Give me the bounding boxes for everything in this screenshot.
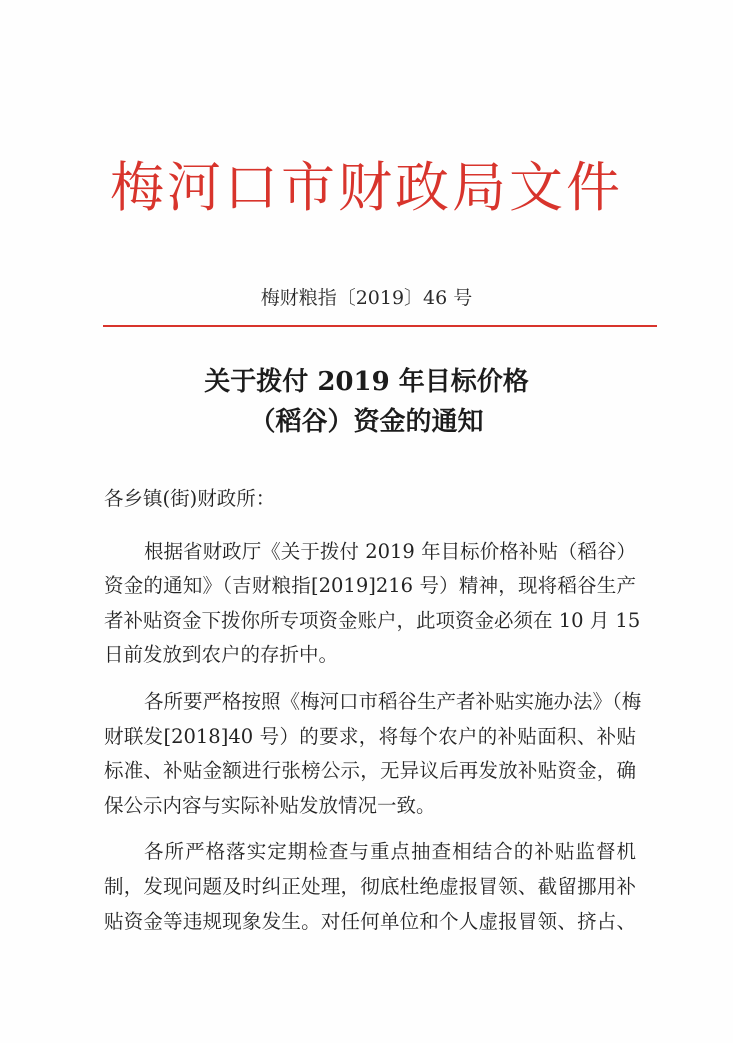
paragraph-line: 各所要严格按照《梅河口市稻谷生产者补贴实施办法》（梅 (144, 689, 642, 713)
paragraph-line: 保公示内容与实际补贴发放情况一致。 (104, 793, 436, 817)
masthead-title: 梅河口市财政局文件 (110, 156, 623, 219)
paragraph-line: 贴资金等违规现象发生。对任何单位和个人虚报冒领、挤占、 (104, 909, 636, 933)
notice-title-line-1: 关于拨付 2019 年目标价格 (204, 367, 529, 397)
paragraph-3 (104, 835, 644, 939)
paragraph-line: 各所严格落实定期检查与重点抽查相结合的补贴监督机 (144, 840, 636, 864)
notice-title-line-2: （稻谷）资金的通知 (249, 407, 484, 437)
salutation: 各乡镇(街)财政所： (104, 487, 276, 510)
paragraph-line: 资金的通知》（吉财粮指[2019]216 号）精神，现将稻谷生产 (104, 574, 636, 598)
paragraph-1 (104, 535, 644, 673)
paragraph-line: 制，发现问题及时纠正处理，彻底杜绝虚报冒领、截留挪用补 (104, 874, 636, 898)
red-divider-line (103, 325, 657, 327)
paragraph-2 (104, 685, 644, 823)
notice-title (0, 362, 733, 442)
paragraph-line: 日前发放到农户的存折中。 (104, 643, 339, 667)
paragraph-line: 财联发[2018]40 号）的要求，将每个农户的补贴面积、补贴 (104, 724, 636, 748)
document-body (104, 482, 644, 951)
paragraph-line: 标准、补贴金额进行张榜公示，无异议后再发放补贴资金，确 (104, 759, 636, 783)
paragraph-line: 者补贴资金下拨你所专项资金账户，此项资金必须在 10 月 15 (104, 608, 641, 632)
document-number: 梅财粮指〔2019〕46 号 (260, 287, 473, 309)
paragraph-line: 根据省财政厅《关于拨付 2019 年目标价格补贴（稻谷） (144, 539, 636, 563)
